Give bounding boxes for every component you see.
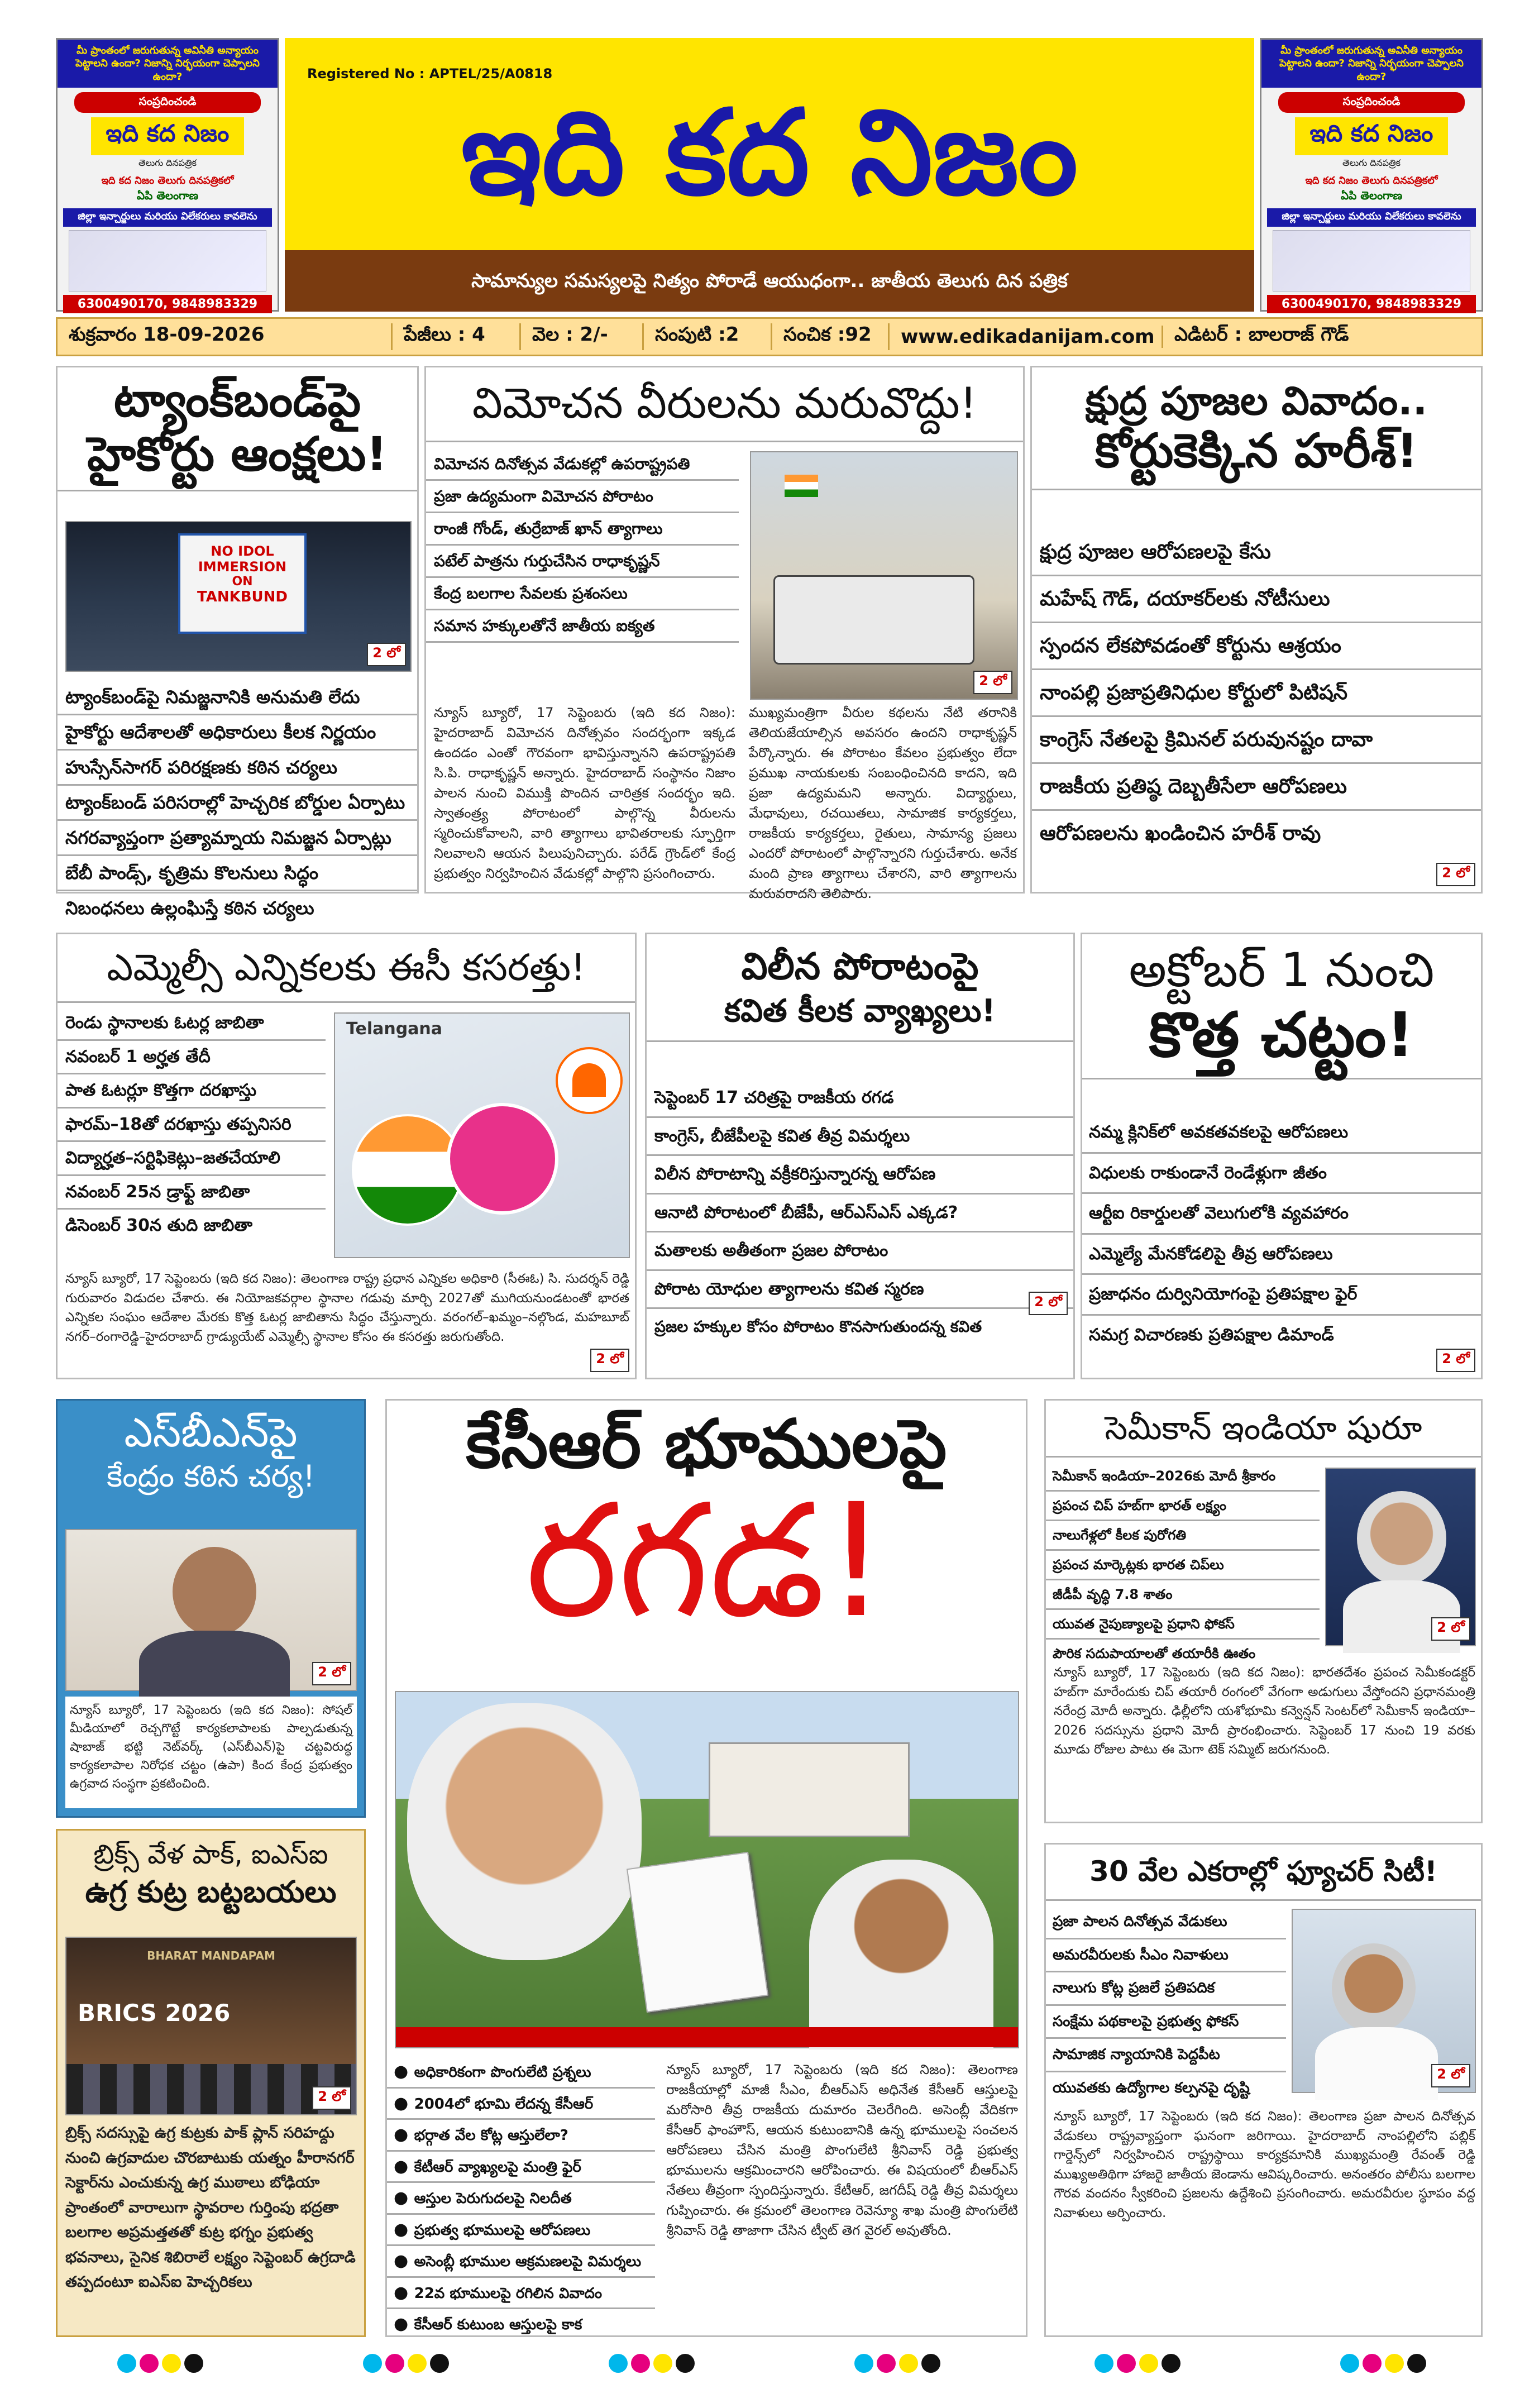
ad-line2: ఏపి తెలంగాణ	[1340, 189, 1403, 203]
sign-text-2: ON	[232, 575, 253, 589]
bullets-mlc	[58, 1007, 326, 1242]
sign-text-1: NO IDOL IMMERSION	[198, 543, 287, 575]
tagline: సామాన్యుల సమస్యలపై నిత్యం పోరాడే ఆయుధంగా.. జాతీయ తెలుగు దిన పత్రిక	[471, 270, 1068, 292]
bullet-item: పోరాట యోధుల త్యాగాలను కవిత స్మరణ	[647, 1271, 1073, 1310]
bullet-item: ప్రజా పాలన దినోత్సవ వేడుకలు	[1046, 1906, 1286, 1939]
page-count: పేజీలు : 4	[393, 323, 521, 350]
bullet-item: ● అసెంబ్లీ భూముల ఆక్రమణలపై విమర్శలు	[387, 2246, 655, 2278]
page-ref-tag: 2 లో	[1431, 2064, 1470, 2087]
story-tankbund	[56, 366, 419, 919]
reg-dot-black	[430, 2354, 449, 2373]
page-ref-tag: 2 లో	[1436, 1349, 1475, 1372]
bullet-item: నగరవ్యాప్తంగా ప్రత్యామ్నాయ నిమజ్జన ఏర్పాట్లు	[58, 821, 417, 856]
reg-dot-cyan	[1094, 2354, 1113, 2373]
masthead	[285, 38, 1254, 312]
photo-kcr-lands	[395, 1691, 1019, 2048]
bullet-item: హుస్సేన్‌సాగర్ పరిరక్షణకు కఠిన చర్యలు	[58, 751, 417, 786]
reg-dot-yellow	[1385, 2354, 1404, 2373]
story-kavitha	[645, 933, 1075, 1379]
bullet-item: సమాన హక్కులతోనే జాతీయ ఐక్యత	[426, 610, 739, 643]
bullet-item: ట్యాంక్‌బండ్ పరిసరాల్లో హెచ్చరిక బోర్డుల ఏర్పాటు	[58, 786, 417, 821]
map-label: Telangana	[346, 1019, 443, 1039]
reg-dot-black	[921, 2354, 940, 2373]
bullet-item: ఆనాటి పోరాటంలో బీజేపీ, ఆర్ఎస్ఎస్ ఎక్కడ?	[647, 1195, 1073, 1233]
bullet-item: కేంద్ర బలగాల సేవలకు ప్రశంసలు	[426, 578, 739, 610]
bullet-item: విలీన పోరాటాన్ని వక్రీకరిస్తున్నారన్న ఆరోపణ	[647, 1156, 1073, 1195]
editor-name: ఎడిటర్ : బాలరాజ్ గౌడ్	[1174, 323, 1349, 346]
reg-dot-black	[1407, 2354, 1426, 2373]
ad-line1: ఇది కద నిజం తెలుగు దినపత్రికలో	[1305, 175, 1438, 187]
bullet-item: ● ప్రభుత్వ భూములపై ఆరోపణలు	[387, 2215, 655, 2247]
bullets-harish	[1032, 529, 1481, 856]
bullet-item: సామాజిక న్యాయానికి పెద్దపీట	[1046, 2039, 1286, 2072]
website-link[interactable]: www.edikadanijam.com	[890, 326, 1163, 348]
headline-kcr-1: కేసీఆర్ భూములపై	[466, 1406, 947, 1483]
person-silhouette	[173, 1547, 256, 1636]
body-vimochana-1: న్యూస్ బ్యూరో, 17 సెప్టెంబరు (ఇది కద నిజం): హైదరాబాద్ విమోచన దినోత్సవం సందర్భంగా ఇక్కడ ఉందడం ఎంతో గౌరవంగా భావిస్తున్నానని ఉపరాష్ట్రపతి సి.పి. రాధాకృష్ణన్ అన్నారు. హైదరాబాద్ సంస్థానం నిజాం పాలన నుంచి విముక్తి పొందిన చారిత్రక సందర్భం ఇది. స్వాతంత్ర్య పోరాటంలో పాల్గొన్న వీరులను స్మరించుకోవాలని, వారి త్యాగాలు భావితరాలకు స్ఫూర్తిగా నిలవాలని ఆయన పిలుపునిచ్చారు. పరేడ్ గ్రౌండ్‌లో కేంద్ర ప్రభుత్వం నిర్వహించిన వేడుకల్లో పాల్గొని ప్రసంగించారు.	[434, 705, 735, 881]
headline-tankbund-2: హైకోర్టు ఆంక్షలు!	[58, 427, 417, 492]
photo-vimochana-parade	[750, 451, 1018, 700]
ad-brand-sub: తెలుగు దినపత్రిక	[138, 157, 197, 169]
bullet-item: నాలుగేళ్లలో కీలక పురోగతి	[1046, 1521, 1320, 1551]
headline-brics-1: బ్రిక్స్ వేళ పాక్, ఐఎస్ఐ	[93, 1839, 328, 1870]
bullets-future-city	[1046, 1906, 1286, 2104]
reg-dot-cyan	[854, 2354, 873, 2373]
photo-cm-speech	[1292, 1909, 1476, 2093]
body-semicon: న్యూస్ బ్యూరో, 17 సెప్టెంబరు (ఇది కద నిజం): భారతదేశం ప్రపంచ సెమీకండక్టర్ హబ్‌గా మారేందుకు చిప్ తయారీ రంగంలో వేగంగా అడుగులు వేస్తోందని ప్రధానమంత్రి నరేంద్ర మోదీ అన్నారు. ఢిల్లీలోని యశోభూమి కన్వెన్షన్ సెంటర్‌లో సెమీకాన్ ఇండియా–2026 సదస్సును ప్రధాని మోదీ ప్రారంభించారు. సెప్టెంబర్ 17 నుంచి 19 వరకు మూడు రోజుల పాటు ఈ మెగా టెక్ సమ్మిట్ జరుగనుంది.	[1054, 1665, 1475, 1757]
bullets-semicon	[1046, 1462, 1320, 1668]
page-ref-tag: 2 లో	[1436, 863, 1475, 886]
story-sbn	[56, 1399, 366, 1818]
headline-newlaw-2: కొత్త చట్టం!	[1082, 997, 1481, 1080]
bullet-item: విద్యార్హత–సర్టిఫికెట్లు–జతచేయాలి	[58, 1142, 326, 1176]
reg-dot-cyan	[117, 2354, 136, 2373]
bullet-item: ప్రజల హక్కుల కోసం పోరాటం కొనసాగుతుందన్న కవిత	[654, 1317, 982, 1336]
bullet-item: మతాలకు అతీతంగా ప్రజల పోరాటం	[647, 1232, 1073, 1271]
page-ref-tag: 2 లో	[1029, 1292, 1068, 1315]
headline-harish-2: కోర్టుకెక్కిన హరీశ్!	[1032, 424, 1481, 491]
bullet-item: ఆర్టీఐ రికార్డులతో వెలుగులోకి వ్యవహారం	[1082, 1194, 1481, 1235]
story-future-city	[1044, 1843, 1483, 2337]
reg-dot-yellow	[1139, 2354, 1158, 2373]
bullet-item: రాంజీ గోండ్, తుర్రేబాజ్ ఖాన్ త్యాగాలు	[426, 513, 739, 546]
ad-brand: ఇది కద నిజం	[91, 117, 244, 155]
sign-text-3: TANKBUND	[197, 589, 288, 605]
reg-dot-cyan	[363, 2354, 382, 2373]
reg-dot-magenta	[631, 2354, 650, 2373]
bullet-item: రాజకీయ ప్రతిష్ఠ దెబ్బతీసేలా ఆరోపణలు	[1032, 764, 1481, 811]
bullet-item: ట్యాంక్‌బండ్‌పై నిమజ్జనానికి అనుమతి లేదు	[58, 680, 417, 715]
reg-dot-cyan	[1340, 2354, 1359, 2373]
reg-dot-magenta	[385, 2354, 404, 2373]
ad-contact: సంప్రదించండి	[74, 92, 261, 113]
bullet-item: బేబీ పాండ్స్, కృత్రిమ కొలనులు సిద్ధం	[58, 856, 417, 891]
document-sheet	[627, 1852, 768, 2013]
bullet-item: యువత నైపుణ్యాలపై ప్రధాని ఫోకస్	[1046, 1610, 1320, 1640]
bullet-item: ● భర్గాత వేల కోట్ల ఆస్తులేలా?	[387, 2120, 655, 2152]
headline-semicon: సెమీకాన్ ఇండియా షురూ	[1046, 1401, 1481, 1458]
bjp-logo-icon	[556, 1047, 623, 1114]
bullet-item: ● 2004లో భూమి లేదన్న కేసీఆర్	[387, 2089, 655, 2120]
bullet-item: నిబంధనలు ఉల్లంఘిస్తే కఠిన చర్యలు	[65, 897, 314, 919]
info-bar	[56, 317, 1483, 356]
brs-logo-icon	[447, 1103, 558, 1215]
page-ref-tag: 2 లో	[973, 671, 1012, 694]
body-future-city: న్యూస్ బ్యూరో, 17 సెప్టెంబరు (ఇది కద నిజం): తెలంగాణ ప్రజా పాలన దినోత్సవ వేడుకలు రాష్ట్రవ్యాప్తంగా ఘనంగా జరిగాయి. హైదరాబాద్ నాంపల్లిలోని పబ్లిక్ గార్డెన్స్‌లో నిర్వహించిన రాష్ట్రస్థాయి కార్యక్రమానికి ముఖ్యమంత్రి రేవంత్ రెడ్డి ముఖ్యఅతిథిగా హాజరై జాతీయ జెండాను ఆవిష్కరించారు. అనంతరం పోలీసు బలగాల గౌరవ వందనం స్వీకరించి ప్రజలను ఉద్దేశించి ప్రసంగించారు. అమరవీరుల స్థూపం వద్ద నివాళులు అర్పించారు.	[1054, 2109, 1475, 2220]
newspaper-title: ఇది కద నిజం	[461, 84, 1078, 221]
headline-brics-2: ఉగ్ర కుట్ర బట్టబయలు	[85, 1874, 337, 1910]
ad-line3: జిల్లా ఇన్చార్జులు మరియు విలేకరులు కావలెను	[1267, 208, 1476, 227]
story-harish	[1030, 366, 1483, 894]
page-ref-tag: 2 లో	[312, 2086, 351, 2110]
body-sbn: న్యూస్ బ్యూరో, 17 సెప్టెంబరు (ఇది కద నిజం): సోషల్ మీడియాలో రెచ్చగొట్టే కార్యకలాపాలకు పాల్పడుతున్న షాబాజ్ భట్టి నెట్‌వర్క్ (ఎస్‌బీఎన్)పై చట్టవిరుద్ధ కార్యకలాపాల నిరోధక చట్టం (ఉపా) కింద కేంద్ర ప్రభుత్వం ఉగ్రవాద సంస్థగా ప్రకటించింది.	[65, 1697, 357, 1808]
headline-kavitha-1: విలీన పోరాటంపై	[741, 945, 979, 988]
bullet-item: సెప్టెంబర్ 17 చరిత్రపై రాజకీయ రగడ	[647, 1079, 1073, 1118]
body-brics: బ్రిక్స్ సదస్సుపై ఉగ్ర కుట్రకు పాక్ ప్లాన్ సరిహద్దు నుంచి ఉగ్రవాదుల చొరబాటుకు యత్నం హీరానగర్ సెక్టార్‌ను ఎంచుకున్న ఉగ్ర ముఠాలు బోఢియా ప్రాంతంలో వారాలుగా స్థావరాల గుర్తింపు భద్రతా బలగాల అప్రమత్తతతో కుట్ర భగ్నం ప్రభుత్వ భవనాలు, సైనిక శిబిరాలే లక్ష్యం సెప్టెంబర్ ఉగ్రదాడి తప్పదంటూ ఐఎస్ఐ హెచ్చరికలు	[65, 2124, 356, 2291]
volume: సంపుటి :2	[644, 323, 772, 350]
page-ref-tag: 2 లో	[367, 643, 406, 666]
headline-kcr-2: రగడ!	[525, 1470, 888, 1652]
ad-question: మీ ప్రాంతంలో జరుగుతున్న అవినీతి అన్యాయం పెట్టాలని ఉందా? నిజాన్ని నిర్భయంగా చెప్పాలని ఉందా?	[58, 40, 278, 88]
story-semicon	[1044, 1399, 1483, 1823]
bullet-item: ప్రజా ఉద్యమంగా విమోచన పోరాటం	[426, 481, 739, 513]
congress-logo-icon	[352, 1114, 463, 1226]
ad-line1: ఇది కద నిజం తెలుగు దినపత్రికలో	[101, 175, 234, 187]
issue-date: శుక్రవారం 18-09-2026	[58, 323, 393, 350]
bullet-item: ● అధికారికంగా పొంగులేటి ప్రశ్నలు	[387, 2057, 655, 2089]
bullet-item: విధులకు రాకుండానే రెండేళ్లుగా జీతం	[1082, 1154, 1481, 1195]
bullet-item: సమగ్ర విచారణకు ప్రతిపక్షాల డిమాండ్	[1089, 1325, 1334, 1345]
body-mlc: న్యూస్ బ్యూరో, 17 సెప్టెంబరు (ఇది కద నిజం): తెలంగాణ రాష్ట్ర ప్రధాన ఎన్నికల అధికారి (సీఈఓ) సి. సుదర్శన్ రెడ్డి గురువారం విడుదల చేశారు. ఈ నియోజకవర్గాల స్థానాల గడువు మార్చి 2027తో ముగియనుండటంతో భారత ఎన్నికల సంఘం ఆదేశాల మేరకు కొత్త ఓటర్ల జాబితాను సిద్ధం చేస్తున్నారు. వరంగల్–ఖమ్మం–నల్గొండ, మహబూబ్ నగర్–రంగారెడ్డి–హైదరాబాద్ గ్రాడ్యుయేట్ ఎమ్మెల్సీ స్థానాల కోసం ఈ కసరత్తు జరుగుతోంది.	[65, 1272, 629, 1344]
photo-sub: BHARAT MANDAPAM	[147, 1949, 275, 1962]
ad-illustration	[69, 230, 266, 292]
reg-dot-black	[1162, 2354, 1180, 2373]
bullet-item: రెండు స్థానాలకు ఓటర్ల జాబితా	[58, 1007, 326, 1041]
bullets-newlaw	[1082, 1113, 1481, 1354]
bullet-item: ప్రజాధనం దుర్వినియోగంపై ప్రతిపక్షాల ఫైర్	[1082, 1275, 1481, 1316]
ad-line2: ఏపి తెలంగాణ	[136, 189, 199, 203]
page-ref-tag: 2 లో	[312, 1662, 351, 1685]
ad-illustration	[1273, 230, 1470, 292]
bullet-item: ఫారమ్–18తో దరఖాస్తు తప్పనిసరి	[58, 1109, 326, 1143]
bullet-item: యువతకు ఉద్యోగాల కల్పనపై దృష్టి	[1053, 2079, 1250, 2096]
bullets-kavitha	[647, 1079, 1073, 1344]
bullet-item: ● 22వ భూములపై రగిలిన వివాదం	[387, 2278, 655, 2310]
reg-dot-yellow	[162, 2354, 181, 2373]
ad-brand: ఇది కద నిజం	[1295, 117, 1448, 155]
reg-dot-magenta	[1363, 2354, 1382, 2373]
ad-line3: జిల్లా ఇన్చార్జులు మరియు విలేకరులు కావలెను	[63, 208, 272, 227]
ad-question: మీ ప్రాంతంలో జరుగుతున్న అవినీతి అన్యాయం పెట్టాలని ఉందా? నిజాన్ని నిర్భయంగా చెప్పాలని ఉందా?	[1261, 40, 1481, 88]
bullet-item: ప్రపంచ మార్కెట్లకు భారత చిప్‌లు	[1046, 1551, 1320, 1580]
reg-dot-black	[676, 2354, 695, 2373]
bullets-tankbund	[58, 680, 417, 925]
bullet-item: విమోచన దినోత్సవ వేడుకల్లో ఉపరాష్ట్రపతి	[426, 448, 739, 481]
brics-banner: BRICS 2026	[78, 1999, 231, 2027]
bullet-item: జీడీపీ వృద్ధి 7.8 శాతం	[1046, 1580, 1320, 1610]
bullet-item: క్షుద్ర పూజల ఆరోపణలపై కేసు	[1032, 529, 1481, 576]
price: వెల : 2/-	[521, 323, 644, 350]
story-brics	[56, 1829, 366, 2337]
bullet-item: పౌరిక సదుపాయాలతో తయారీకి ఊతం	[1053, 1646, 1256, 1661]
bullet-item: అమరవీరులకు సీఎం నివాళులు	[1046, 1939, 1286, 1973]
bullet-item: ● కేసీఆర్ కుటుంబ ఆస్తులపై కాక	[387, 2309, 655, 2339]
farmhouse-building	[709, 1742, 910, 1837]
bullet-item: సెమీకాన్ ఇండియా–2026కు మోదీ శ్రీకారం	[1046, 1462, 1320, 1492]
bullet-item: నాంపల్లి ప్రజాప్రతినిధుల కోర్టులో పిటిషన్	[1032, 670, 1481, 717]
bullet-item: నవంబర్ 1 అర్హత తేదీ	[58, 1041, 326, 1075]
reg-dot-yellow	[899, 2354, 918, 2373]
reg-dot-cyan	[609, 2354, 628, 2373]
reg-dot-yellow	[653, 2354, 672, 2373]
headline-sbn-2: కేంద్రం కఠిన చర్య!	[107, 1458, 315, 1494]
ad-left	[56, 38, 279, 312]
photo-sbn-person	[65, 1529, 357, 1691]
bullet-item: ప్రపంచ చిప్ హబ్‌గా భారత్ లక్ష్యం	[1046, 1492, 1320, 1521]
pm-portrait	[1357, 1491, 1446, 1586]
photo-tankbund-sign	[65, 521, 412, 672]
speaker-portrait	[809, 1860, 993, 2049]
headline-harish-1: క్షుద్ర పూజల వివాదం..	[1085, 378, 1428, 424]
bullet-item: కాంగ్రెస్ నేతలపై క్రిమినల్ పరువునష్టం దావా	[1032, 717, 1481, 764]
tagline-bar	[285, 250, 1254, 312]
bullet-item: నాలుగు కోట్ల ప్రజలే ప్రతిపదిక	[1046, 1972, 1286, 2006]
page-ref-tag: 2 లో	[590, 1349, 629, 1372]
bullet-item: నమ్మ క్లినిక్‌లో అవకతవకలపై ఆరోపణలు	[1082, 1113, 1481, 1154]
reg-dot-magenta	[877, 2354, 896, 2373]
headline-kavitha-2: కవిత కీలక వ్యాఖ్యలు!	[647, 988, 1073, 1042]
photo-semicon-pm	[1325, 1468, 1476, 1646]
ad-brand-sub: తెలుగు దినపత్రిక	[1342, 157, 1401, 169]
bullets-kcr	[387, 2057, 655, 2339]
bullets-vimochana	[426, 448, 739, 643]
headline-mlc: ఎమ్మెల్సీ ఎన్నికలకు ఈసీ కసరత్తు!	[58, 934, 635, 1003]
issue-number: సంచిక :92	[772, 323, 890, 350]
reg-dot-magenta	[140, 2354, 159, 2373]
bullet-item: డిసెంబర్ 30న తుది జాబితా	[65, 1216, 253, 1235]
bullet-item: నవంబర్ 25న డ్రాఫ్ట్ జాబితా	[58, 1176, 326, 1210]
story-kcr-lands	[385, 1399, 1027, 2337]
story-vimochana	[424, 366, 1025, 901]
ad-contact: సంప్రదించండి	[1278, 92, 1465, 113]
bullet-item: హైకోర్టు ఆదేశాలతో అధికారులు కీలక నిర్ణయం	[58, 715, 417, 751]
bullet-item: ఎమ్మెల్యే మేనకోడలిపై తీవ్ర ఆరోపణలు	[1082, 1235, 1481, 1275]
cm-portrait	[1332, 1943, 1416, 2033]
story-mlc	[56, 933, 637, 1379]
registration-marks	[0, 2354, 1539, 2387]
ad-phone: 6300490170, 9848983329	[63, 295, 272, 313]
story-new-law	[1081, 933, 1483, 1379]
headline-vimochana: విమోచన వీరులను మరువొద్దు!	[426, 367, 1023, 442]
registered-number: Registered No : APTEL/25/A0818	[307, 66, 553, 82]
photo-telangana-parties	[334, 1012, 630, 1258]
body-vimochana-2: ముఖ్యమంత్రిగా వీరుల కథలను నేటి తరానికి తెలియజేయాల్సిన అవసరం ఉందని రాధాకృష్ణన్ పేర్కొన్నారు. ఈ పోరాటం కేవలం ప్రభుత్వం లేదా ప్రముఖ నాయకులకు సంబంధించినది కాదని, ఇది ప్రజా ఉద్యమమని అన్నారు. విద్యార్థులు, మేధావులు, రచయితలు, సామాజిక కార్యకర్తలు, రాజకీయ కార్యకర్తలు, రైతులు, సామాన్య ప్రజలు ఎందరో పోరాటంలో పాల్గొన్నారని గుర్తుచేశారు. అనేక మంది ప్రాణ త్యాగాలు చేశారని, వారి త్యాగాలను మరువరాదని తెలిపారు.	[749, 705, 1017, 901]
headline-newlaw-1: అక్టోబర్ 1 నుంచి	[1129, 943, 1435, 997]
kcr-portrait	[407, 1703, 642, 1960]
bullet-item: కాంగ్రెస్, బీజేపీలపై కవిత తీవ్ర విమర్శలు	[647, 1118, 1073, 1157]
page-ref-tag: 2 లో	[1431, 1617, 1470, 1641]
headline-tankbund-1: ట్యాంక్‌బండ్‌పై	[113, 372, 361, 427]
bullet-item: సంక్షేమ పథకాలపై ప్రభుత్వ ఫోకస్	[1046, 2006, 1286, 2039]
headline-future-city: 30 వేల ఎకరాల్లో ఫ్యూచర్ సిటీ!	[1046, 1845, 1481, 1901]
ad-right	[1260, 38, 1483, 312]
bullet-item: పాత ఓటర్లూ కొత్తగా దరఖాస్తు	[58, 1074, 326, 1109]
bullet-item: ● కేటీఆర్ వ్యాఖ్యలపై మంత్రి ఫైర్	[387, 2152, 655, 2184]
bullet-item: పటేల్ పాత్రను గుర్తుచేసిన రాధాకృష్ణన్	[426, 546, 739, 578]
reg-dot-yellow	[408, 2354, 427, 2373]
bullet-item: మహేష్ గౌడ్, దయాకర్‌లకు నోటీసులు	[1032, 576, 1481, 623]
bullet-item: స్పందన లేకపోవడంతో కోర్టును ఆశ్రయం	[1032, 623, 1481, 670]
headline-sbn-1: ఎస్‌బీఎన్‌పై	[124, 1409, 298, 1456]
body-kcr: న్యూస్ బ్యూరో, 17 సెప్టెంబరు (ఇది కద నిజం): తెలంగాణ రాజకీయాల్లో మాజీ సీఎం, బీఆర్ఎస్ అధినేత కేసీఆర్ ఆస్తులపై మరోసారి తీవ్ర రాజకీయ దుమారం చెలరేగింది. అసెంబ్లీ వేదికగా కేసీఆర్ ఫాంహౌస్, ఆయన కుటుంబానికి ఉన్న భూములపై సంచలన ఆరోపణలు చేసిన మంత్రి పొంగులేటి శ్రీనివాస్ రెడ్డి ప్రభుత్వ భూములను ఆక్రమించారని ఆరోపించారు. ఈ విషయంలో బీఆర్ఎస్ నేతలు తీవ్రంగా స్పందిస్తున్నారు. కేటీఆర్, జగదీష్ రెడ్డి తీవ్ర విమర్శలు గుప్పించారు. ఈ క్రమంలో తెలంగాణ రెవెన్యూ శాఖ మంత్రి పొంగులేటి శ్రీనివాస్ రెడ్డి తాజాగా చేసిన ట్వీట్ తెగ వైరల్ అవుతోంది.	[666, 2062, 1018, 2238]
ad-phone: 6300490170, 9848983329	[1267, 295, 1476, 313]
bullet-item: ఆరోపణలను ఖండించిన హరీశ్ రావు	[1040, 822, 1321, 845]
reg-dot-black	[184, 2354, 203, 2373]
photo-brics-summit	[65, 1937, 357, 2115]
reg-dot-magenta	[1117, 2354, 1136, 2373]
bullet-item: ● ఆస్తుల పెరుగుదలపై నిలదీత	[387, 2183, 655, 2215]
